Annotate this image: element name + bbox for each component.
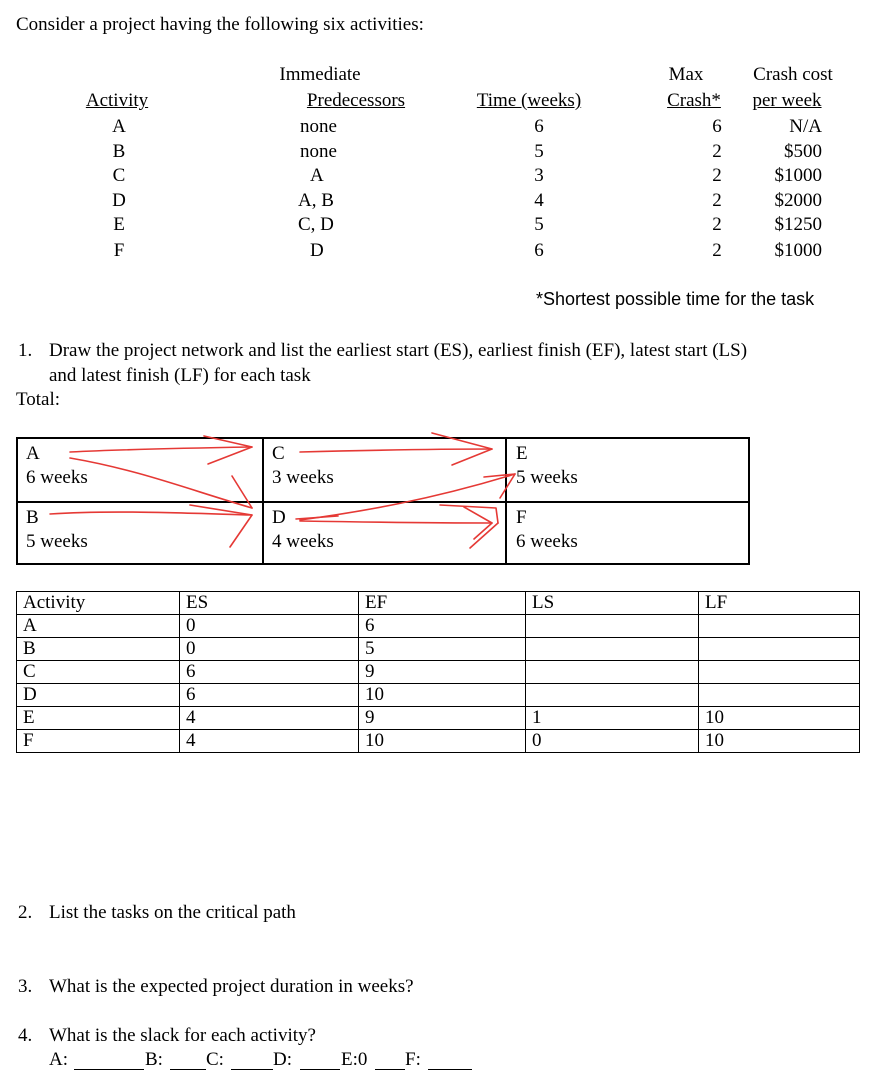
slack-label-f: F: <box>405 1049 421 1070</box>
table-row <box>17 615 860 638</box>
col-lf-header: LF <box>699 592 860 615</box>
arrow-d-to-e <box>300 474 515 520</box>
col-activity-header: Activity <box>17 592 180 615</box>
q4-number: 4. <box>18 1025 33 1046</box>
crash-cost-cell: N/A <box>789 116 822 137</box>
ef-cell: 9 <box>359 661 526 684</box>
lf-cell[interactable] <box>699 615 860 638</box>
table-row <box>17 684 860 707</box>
activity-cell: B <box>112 141 126 162</box>
arrowhead-b-to-d <box>190 505 252 547</box>
ef-cell: 9 <box>359 707 526 730</box>
node-a-duration: 6 weeks <box>26 467 88 488</box>
arrow-d-to-f-stroke2 <box>440 505 498 523</box>
node-b-duration: 5 weeks <box>26 531 88 552</box>
node-e-duration: 5 weeks <box>516 467 578 488</box>
node-a-name: A <box>26 443 40 464</box>
lf-cell[interactable]: 10 <box>699 707 860 730</box>
q2-text: List the tasks on the critical path <box>49 902 296 923</box>
arrow-a-to-d <box>70 458 252 508</box>
intro-text: Consider a project having the following six activities: <box>16 14 424 35</box>
q2-number: 2. <box>18 902 33 923</box>
es-cell: 4 <box>180 730 359 753</box>
crash-cost-cell: $2000 <box>774 190 822 211</box>
lf-cell[interactable] <box>699 684 860 707</box>
arrow-b-to-d <box>50 512 252 515</box>
arrowhead-d-to-e <box>484 474 515 498</box>
time-cell: 4 <box>534 190 544 211</box>
activity-cell: A <box>17 615 180 638</box>
node-f-name: F <box>516 507 527 528</box>
slack-label-e: E:0 <box>341 1049 368 1070</box>
q3-text: What is the expected project duration in weeks? <box>49 976 414 997</box>
header-max-line2: Crash* <box>667 90 721 111</box>
node-c-name: C <box>272 443 285 464</box>
predecessor-cell: C, D <box>298 214 334 235</box>
activity-cell: F <box>113 240 125 261</box>
max-crash-cell: 2 <box>712 190 722 211</box>
node-d-name: D <box>272 507 286 528</box>
q1-text-line2: and latest finish (LF) for each task <box>49 365 311 386</box>
header-cost-line1: Crash cost <box>753 64 833 85</box>
q3-number: 3. <box>18 976 33 997</box>
max-crash-cell: 2 <box>712 240 722 261</box>
arrow-c-to-e <box>300 449 492 452</box>
table-row <box>17 638 860 661</box>
max-crash-cell: 6 <box>712 116 722 137</box>
activity-cell: E <box>17 707 180 730</box>
table-row <box>17 707 860 730</box>
max-crash-cell: 2 <box>712 214 722 235</box>
slack-label-c: C: <box>206 1049 224 1070</box>
header-max-line1: Max <box>668 64 704 85</box>
q4-text: What is the slack for each activity? <box>49 1025 316 1046</box>
table-row <box>17 730 860 753</box>
ls-cell[interactable] <box>526 684 699 707</box>
predecessor-cell: none <box>300 141 337 162</box>
crash-cost-cell: $1000 <box>774 240 822 261</box>
es-cell: 0 <box>180 615 359 638</box>
mark-d-underline <box>296 516 338 519</box>
header-activity: Activity <box>85 90 149 111</box>
slack-blank-d[interactable] <box>300 1069 340 1070</box>
activity-cell: D <box>112 190 126 211</box>
predecessor-cell: A, B <box>298 190 334 211</box>
time-cell: 6 <box>534 240 544 261</box>
node-b-name: B <box>26 507 39 528</box>
slack-blank-f[interactable] <box>428 1069 472 1070</box>
activity-cell: C <box>17 661 180 684</box>
arrow-a-to-c <box>70 447 252 452</box>
schedule-table <box>16 591 860 753</box>
slack-blank-e[interactable] <box>375 1069 405 1070</box>
activity-cell: D <box>17 684 180 707</box>
ef-cell: 5 <box>359 638 526 661</box>
time-cell: 5 <box>534 141 544 162</box>
activity-cell: E <box>113 214 125 235</box>
activity-cell: B <box>17 638 180 661</box>
header-cost-line2: per week <box>752 90 822 111</box>
predecessor-cell: A <box>310 165 324 186</box>
table-row <box>17 661 860 684</box>
ls-cell[interactable] <box>526 615 699 638</box>
time-cell: 3 <box>534 165 544 186</box>
node-f-duration: 6 weeks <box>516 531 578 552</box>
max-crash-cell: 2 <box>712 165 722 186</box>
header-time: Time (weeks) <box>476 90 582 111</box>
arrow-d-to-f <box>300 521 492 523</box>
es-cell: 6 <box>180 661 359 684</box>
es-cell: 6 <box>180 684 359 707</box>
node-d-duration: 4 weeks <box>272 531 334 552</box>
slack-label-b: B: <box>145 1049 163 1070</box>
header-predecessors-line1: Immediate <box>279 64 361 85</box>
footnote: *Shortest possible time for the task <box>536 289 815 309</box>
max-crash-cell: 2 <box>712 141 722 162</box>
es-cell: 0 <box>180 638 359 661</box>
arrowhead-a-to-c <box>204 436 252 464</box>
table-header-row <box>17 592 860 615</box>
lf-cell[interactable] <box>699 638 860 661</box>
ls-cell[interactable] <box>526 661 699 684</box>
time-cell: 5 <box>534 214 544 235</box>
activity-cell: A <box>112 116 126 137</box>
lf-cell[interactable] <box>699 661 860 684</box>
slack-blank-b[interactable] <box>170 1069 206 1070</box>
node-c-duration: 3 weeks <box>272 467 334 488</box>
col-ls-header: LS <box>526 592 699 615</box>
arrowhead-f-extra <box>470 523 498 548</box>
col-ef-header: EF <box>359 592 526 615</box>
crash-cost-cell: $1000 <box>774 165 822 186</box>
node-e-name: E <box>516 443 528 464</box>
predecessor-cell: D <box>310 240 324 261</box>
activity-cell: C <box>112 165 126 186</box>
q1-text-line1: Draw the project network and list the earliest start (ES), earliest finish (EF), latest start (LS) <box>49 340 748 361</box>
slack-label-d: D: <box>273 1049 292 1070</box>
ef-cell: 6 <box>359 615 526 638</box>
predecessor-cell: none <box>300 116 337 137</box>
crash-cost-cell: $1250 <box>774 214 822 235</box>
slack-blank-a[interactable] <box>74 1069 144 1070</box>
lf-cell[interactable]: 10 <box>699 730 860 753</box>
ef-cell: 10 <box>359 730 526 753</box>
crash-cost-cell: $500 <box>784 141 822 162</box>
col-es-header: ES <box>180 592 359 615</box>
ef-cell: 10 <box>359 684 526 707</box>
slack-label-a: A: <box>49 1049 68 1070</box>
ls-cell[interactable] <box>526 638 699 661</box>
es-cell: 4 <box>180 707 359 730</box>
header-predecessors-line2: Predecessors <box>306 90 406 111</box>
activity-cell: F <box>17 730 180 753</box>
ls-cell[interactable]: 0 <box>526 730 699 753</box>
slack-blank-c[interactable] <box>231 1069 273 1070</box>
q1-total-label: Total: <box>16 389 61 410</box>
ls-cell[interactable]: 1 <box>526 707 699 730</box>
time-cell: 6 <box>534 116 544 137</box>
q1-number: 1. <box>18 340 33 361</box>
